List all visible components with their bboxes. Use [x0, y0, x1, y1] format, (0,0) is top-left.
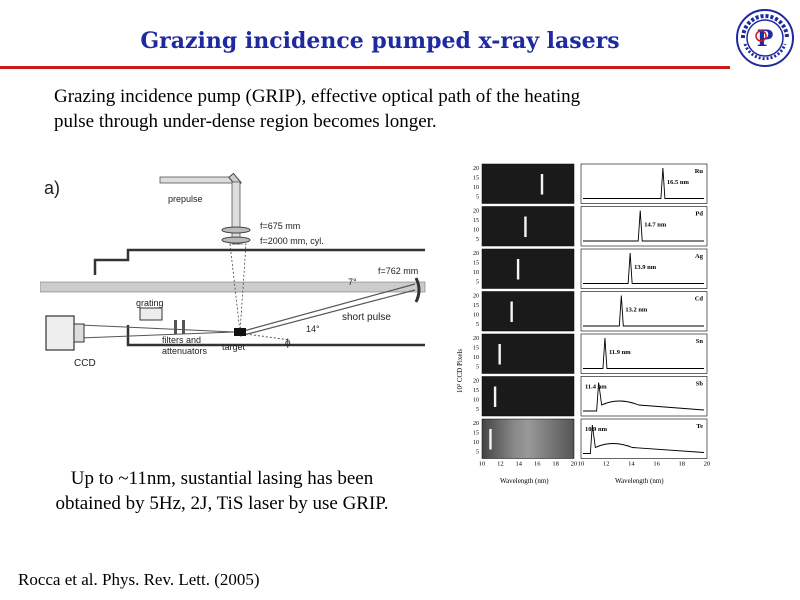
ccd-y-tick: 5 — [476, 194, 479, 201]
ccd-image-panel — [482, 334, 574, 374]
ccd-y-tick: 20 — [473, 251, 479, 257]
ccd-y-tick: 5 — [476, 322, 479, 328]
ccd-y-tick: 10 — [473, 185, 479, 191]
spectra-rows — [473, 164, 707, 459]
spectrum-row — [473, 334, 707, 374]
angle14-label: 14° — [306, 324, 320, 334]
main-beam-band — [40, 282, 425, 292]
spectrum-panel — [581, 377, 707, 417]
ccd-y-tick: 10 — [473, 397, 479, 404]
spectrum-row — [473, 292, 707, 332]
filter-1 — [174, 320, 177, 334]
element-label: Pd — [695, 210, 703, 218]
filters-label-2: attenuators — [162, 346, 208, 356]
x-tick-label: 18 — [552, 460, 559, 468]
element-label: Ag — [695, 253, 703, 260]
ccd-y-tick: 15 — [473, 345, 479, 352]
ccd-label: CCD — [74, 358, 96, 369]
summary-line-2: obtained by 5Hz, 2J, TiS laser by use GRIP. — [55, 493, 389, 514]
f675-label: f=675 mm — [260, 221, 301, 231]
spectrum-panel — [581, 334, 707, 374]
ccd-y-tick: 5 — [476, 364, 479, 371]
chamber-top-wall — [95, 250, 425, 275]
angle7-label: 7° — [348, 277, 357, 287]
spectrum-row — [473, 249, 707, 289]
element-label: Sn — [695, 338, 703, 345]
x-tick-label: 12 — [497, 460, 504, 468]
ccd-y-tick: 15 — [473, 260, 479, 267]
element-label: Te — [696, 423, 703, 430]
x-tick-label: 14 — [515, 460, 523, 468]
title-underline — [0, 66, 730, 69]
ccd-nose — [74, 324, 84, 342]
lens-2000 — [222, 237, 250, 243]
ccd-y-tick: 20 — [473, 166, 479, 172]
ccd-camera — [46, 316, 74, 350]
ccd-y-tick: 10 — [473, 355, 479, 361]
ccd-y-tick: 20 — [473, 378, 479, 385]
ccd-y-tick: 15 — [473, 303, 479, 309]
intro-text — [54, 84, 694, 134]
x-tick-label: 12 — [602, 460, 610, 468]
prepulse-label: prepulse — [168, 194, 203, 204]
x-tick-label: 16 — [653, 460, 660, 468]
ccd-y-tick: 15 — [473, 218, 479, 224]
ccd-image-panel — [482, 207, 574, 247]
ccd-y-tick: 20 — [473, 208, 479, 215]
intro-line-1: Grazing incidence pump (GRIP), effective optical path of the heating — [54, 86, 581, 107]
f762-label: f=762 mm — [378, 266, 419, 276]
xray-path-1 — [80, 325, 234, 332]
ccd-y-tick: 5 — [476, 237, 479, 243]
ccd-y-tick: 20 — [473, 336, 479, 342]
ccd-y-tick: 20 — [473, 421, 479, 427]
peak-wavelength-label: 16.5 nm — [666, 179, 689, 186]
peak-wavelength-label: 13.9 nm — [634, 264, 657, 271]
ccd-y-tick: 5 — [476, 407, 479, 413]
target-block — [234, 328, 246, 336]
ccd-y-tick: 5 — [476, 279, 479, 286]
filter-2 — [182, 320, 185, 334]
vertical-beam — [232, 182, 240, 244]
element-label: Cd — [694, 295, 703, 303]
ccd-y-tick: 15 — [473, 388, 479, 394]
lens-675 — [222, 227, 250, 233]
ccd-image-panel — [482, 164, 574, 204]
ccd-y-tick: 5 — [476, 449, 479, 456]
ccd-y-tick: 20 — [473, 293, 479, 300]
peak-wavelength-label: 11.9 nm — [608, 349, 631, 356]
ccd-y-tick: 10 — [473, 440, 479, 446]
ccd-y-tick: 15 — [473, 175, 479, 182]
reference-citation: Rocca et al. Phys. Rev. Lett. (2005) — [18, 570, 260, 589]
peak-wavelength-label: 11.4 nm — [585, 383, 607, 391]
spectrum-row — [473, 207, 707, 247]
element-label: Ru — [694, 168, 703, 175]
ccd-y-tick: 10 — [473, 227, 479, 234]
xray-path-2 — [80, 332, 234, 338]
x-tick-label: 10 — [478, 460, 486, 468]
panel-label: a) — [44, 178, 61, 198]
intro-line-2: pulse through under-dense region becomes longer. — [54, 111, 437, 132]
ccd-y-tick: 15 — [473, 430, 479, 437]
spectrum-row — [473, 164, 707, 204]
summary-line-1: Up to ~11nm, sustantial lasing has been — [70, 468, 374, 489]
grating-element — [140, 308, 162, 320]
x-tick-label: 16 — [533, 460, 541, 468]
ccd-emission-line — [494, 387, 496, 408]
phi-label: ϕ — [285, 338, 291, 349]
logo-letter: P — [756, 26, 774, 52]
grating-label: grating — [136, 298, 164, 308]
f2000-label: f=2000 mm, cyl. — [260, 236, 324, 246]
angle-guide — [246, 334, 290, 340]
x-tick-label: 20 — [703, 460, 711, 468]
spectra-figure — [450, 158, 715, 488]
peak-wavelength-label: 13.2 nm — [625, 306, 648, 314]
ccd-emission-line — [541, 174, 543, 195]
spectra-x-ticks — [479, 461, 711, 468]
spectrum-x-axis-label: Wavelength (nm) — [615, 477, 664, 485]
ccd-x-axis-label: Wavelength (nm) — [500, 477, 549, 485]
x-tick-label: 14 — [628, 460, 635, 468]
ccd-image-panel — [482, 292, 574, 332]
summary-text — [22, 466, 422, 516]
target-label: target — [222, 342, 246, 352]
peak-wavelength-label: 10.9 nm — [585, 426, 608, 433]
ccd-y-tick: 10 — [473, 270, 479, 276]
ccd-image-panel — [482, 249, 574, 289]
spectrum-row — [473, 419, 707, 459]
ccd-emission-line — [489, 429, 491, 450]
ccd-image-panel — [482, 419, 574, 459]
x-tick-label: 20 — [570, 460, 578, 468]
ccd-y-tick: 10 — [473, 312, 479, 319]
setup-diagram — [40, 160, 440, 390]
ccd-emission-line — [510, 302, 512, 323]
ccd-emission-line — [517, 259, 519, 280]
x-tick-label: 10 — [577, 460, 585, 468]
ccd-y-axis-label: 10² CCD Pixels — [456, 348, 464, 393]
institute-logo — [735, 8, 795, 68]
peak-wavelength-label: 14.7 nm — [644, 221, 667, 229]
spectrum-panel — [581, 419, 707, 459]
ccd-emission-line — [498, 344, 500, 365]
filters-label-1: filters and — [162, 335, 202, 345]
element-label: Sb — [695, 380, 703, 388]
short-pulse-label: short pulse — [342, 312, 391, 323]
spectrum-row — [473, 377, 707, 417]
ccd-emission-line — [524, 217, 526, 238]
x-tick-label: 18 — [678, 460, 686, 468]
prepulse-beam — [160, 177, 235, 183]
slide-title: Grazing incidence pumped x-ray lasers — [140, 28, 620, 54]
